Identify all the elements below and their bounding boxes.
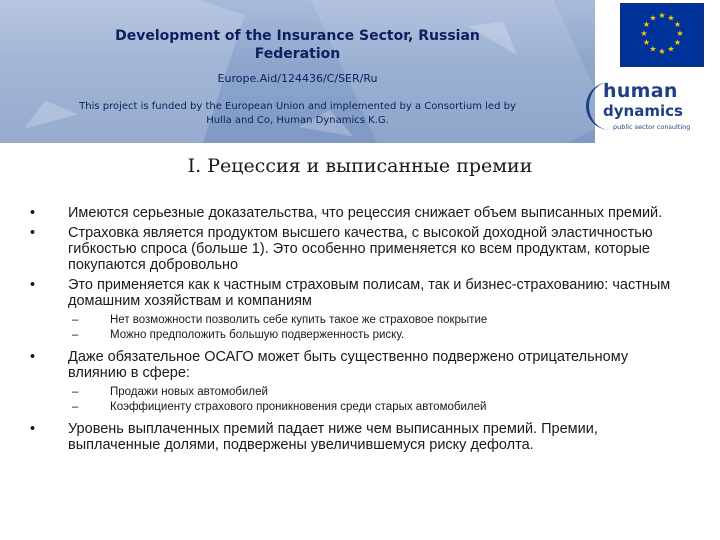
bullet-marker: • [30,277,36,293]
bullet-marker: • [30,225,36,241]
bullet-item [30,225,690,273]
eu-flag-icon [620,3,704,67]
bullet-text: Страховка является продуктом высшего качества, с высокой доходной эластичностью гибкостью спроса (больше 1). Это особенно применяется ко всем продуктам, которые покупаются добровольно [68,225,653,273]
bullet-item [30,421,690,453]
svg-text:★: ★ [642,20,651,29]
svg-text:★: ★ [649,13,657,23]
sub-bullet-marker: – [72,386,79,398]
funding-line: This project is funded by the European Union and implemented by a Consortium led by [79,101,516,112]
sub-bullet-text: Можно предположить большую подверженность риску. [110,329,405,341]
svg-text:★: ★ [649,44,657,54]
svg-text:★: ★ [658,11,666,20]
sub-bullet-text: Коэффициенту страхового проникновения среди старых автомобилей [110,401,487,413]
bullet-item [30,349,690,381]
sub-bullet-text: Нет возможности позволить себе купить такое же страховое покрытие [110,314,488,326]
svg-text:★: ★ [640,29,648,38]
project-title: Development of the Insurance Sector, Russian Federation [115,28,480,62]
sub-bullet-marker: – [72,329,79,341]
funding-statement [0,100,595,128]
svg-text:★: ★ [658,47,666,56]
sub-bullet-item [30,385,690,400]
bullet-item [30,205,690,221]
bullet-text: Даже обязательное ОСАГО может быть существенно подвержено отрицательному влиянию в сфере: [68,349,629,381]
sub-bullet-list [30,313,690,343]
bullet-marker: • [30,421,36,437]
bullet-item [30,277,690,309]
eu-flag-stars [621,4,703,66]
sub-bullet-list [30,385,690,415]
svg-text:★: ★ [676,29,684,38]
svg-text:★: ★ [667,13,675,23]
sub-bullet-marker: – [72,314,79,326]
slide-title: I. Рецессия и выписанные премии [187,155,533,177]
brand-word-human: human [603,80,678,102]
sub-bullet-item [30,400,690,415]
brand-word-dynamics: dynamics [603,102,683,120]
bullet-marker: • [30,205,36,221]
svg-text:★: ★ [642,38,651,47]
svg-text:★: ★ [673,38,682,47]
bullet-text: Это применяется как к частным страховым полисам, так и бизнес-страхованию: частным домашним хозяйствам и компаниям [68,277,671,309]
project-reference: Europe.Aid/124436/C/SER/Ru [217,72,378,85]
sub-bullet-item [30,328,690,343]
sub-bullet-marker: – [72,401,79,413]
bullet-marker: • [30,349,36,365]
brand-tagline: public sector consulting [613,123,691,131]
bullet-list [30,205,690,459]
svg-text:★: ★ [673,20,682,29]
funding-line: Hulla and Co, Human Dynamics K.G. [206,115,389,126]
bullet-text: Уровень выплаченных премий падает ниже чем выписанных премий. Премии, выплаченные долями, подвержены увеличившемуся риску дефолта. [68,421,598,453]
sub-bullet-item [30,313,690,328]
sub-bullet-text: Продажи новых автомобилей [110,386,268,398]
svg-text:★: ★ [667,44,675,54]
bullet-text: Имеются серьезные доказательства, что рецессия снижает объем выписанных премий. [68,205,663,221]
